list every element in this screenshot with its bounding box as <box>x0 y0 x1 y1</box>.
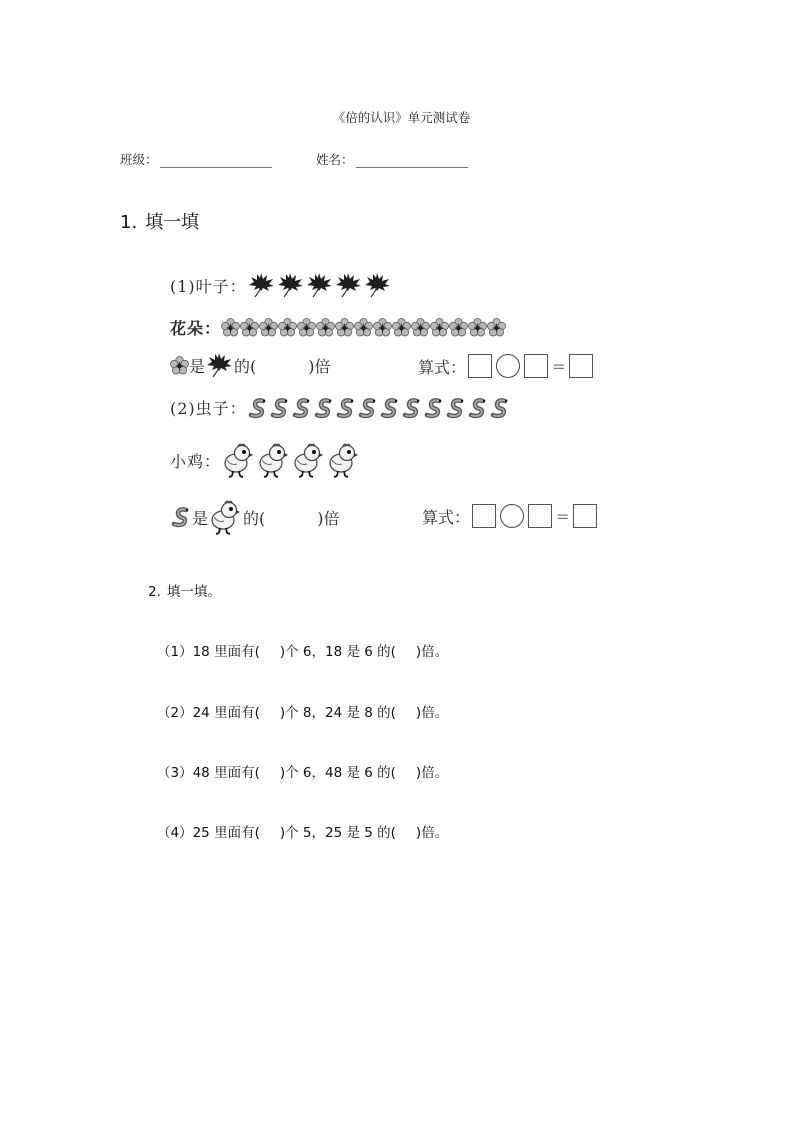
chick-icon <box>208 499 242 535</box>
maple-leaf-icon <box>247 272 275 298</box>
section2-title: 填一填。 <box>166 584 221 600</box>
class-input-line[interactable] <box>160 155 272 168</box>
worm-icon <box>445 397 467 419</box>
chicks-label: 小鸡： <box>170 451 222 471</box>
q-index: （1） <box>157 644 193 660</box>
worm-icons <box>247 397 511 419</box>
chick-icon <box>256 442 290 478</box>
formula2-equals: = <box>556 506 570 526</box>
leaf-icons <box>247 272 392 298</box>
section2-question-3 <box>157 761 448 781</box>
worm-icon <box>423 397 445 419</box>
flower-icon <box>449 318 468 337</box>
formula1-label: 算式： <box>418 357 467 377</box>
q-text-c: )倍。 <box>415 644 449 660</box>
worm-icon <box>291 397 313 419</box>
formula2-label: 算式： <box>422 507 471 527</box>
maple-leaf-icon <box>334 272 362 298</box>
flower-icon <box>468 318 487 337</box>
q-text-c: )倍。 <box>415 765 449 781</box>
section2-question-1 <box>157 640 448 660</box>
flower-icon <box>240 318 259 337</box>
q-text-a: 里面有( <box>214 765 260 781</box>
chick-icons <box>221 442 361 478</box>
q2-of: 的( <box>243 508 266 528</box>
formula2-operator-circle[interactable] <box>500 504 524 528</box>
flower-icon <box>316 318 335 337</box>
chick-icon <box>221 442 255 478</box>
leaves-row <box>170 272 392 298</box>
flower-icon <box>335 318 354 337</box>
worm-icon <box>489 397 511 419</box>
q-text-b: )个 6，48 是 6 的( <box>279 765 396 781</box>
q-text-a: 里面有( <box>214 825 260 841</box>
q-index: （2） <box>157 705 193 721</box>
section2-question-4 <box>157 821 448 841</box>
flower-icon <box>411 318 430 337</box>
part1-question <box>170 352 331 378</box>
q-text-b: )个 5，25 是 5 的( <box>279 825 396 841</box>
q-text-a: 里面有( <box>214 644 260 660</box>
chick-icon <box>291 442 325 478</box>
flower-icon <box>259 318 278 337</box>
chick-icon <box>326 442 360 478</box>
name-input-line[interactable] <box>356 155 468 168</box>
worm-icon <box>313 397 335 419</box>
q-text-b: )个 8，24 是 8 的( <box>279 705 396 721</box>
section1-number: 1. <box>120 212 138 233</box>
q-total: 25 <box>192 825 210 841</box>
worms-row <box>170 396 511 419</box>
worm-icon <box>467 397 489 419</box>
worm-icon <box>335 397 357 419</box>
flower-icon <box>170 356 189 375</box>
worm-icon <box>401 397 423 419</box>
worm-icon <box>269 397 291 419</box>
q-total: 24 <box>192 705 210 721</box>
flower-icon <box>354 318 373 337</box>
q-text-c: )倍。 <box>415 705 449 721</box>
formula1-operator-circle[interactable] <box>496 354 520 378</box>
formula2-operand2-box[interactable] <box>528 504 552 528</box>
q1-of: 的( <box>234 356 257 376</box>
part1-label: (1)叶子： <box>170 276 247 296</box>
q2-end: )倍 <box>317 508 340 528</box>
section1-scanned-exercise <box>170 264 620 544</box>
q-total: 18 <box>192 644 210 660</box>
worm-icon <box>170 506 192 528</box>
q-text-a: 里面有( <box>214 705 260 721</box>
section1-heading <box>120 208 199 234</box>
flower-icon <box>430 318 449 337</box>
chicks-row <box>170 442 361 478</box>
document-title: 《倍的认识》单元测试卷 <box>332 110 471 125</box>
name-label: 姓名： <box>316 152 354 167</box>
q-index: （4） <box>157 825 193 841</box>
part1-formula <box>418 354 595 378</box>
formula1-result-box[interactable] <box>569 354 593 378</box>
worm-icon <box>247 397 269 419</box>
flower-icon <box>297 318 316 337</box>
part2-label: (2)虫子： <box>170 399 247 418</box>
section1-title: 填一填 <box>145 212 200 233</box>
part2-question <box>170 499 340 535</box>
q-text-c: )倍。 <box>415 825 449 841</box>
section2-heading <box>148 580 221 600</box>
formula2-result-box[interactable] <box>573 504 597 528</box>
flowers-label: 花朵： <box>170 319 222 338</box>
maple-leaf-icon <box>205 352 233 378</box>
formula2-operand1-box[interactable] <box>472 504 496 528</box>
maple-leaf-icon <box>363 272 391 298</box>
flower-icon <box>278 318 297 337</box>
q2-is: 是 <box>192 508 209 528</box>
formula1-equals: = <box>552 356 566 376</box>
name-field <box>316 150 468 168</box>
formula1-operand2-box[interactable] <box>524 354 548 378</box>
maple-leaf-icon <box>276 272 304 298</box>
flower-icon <box>373 318 392 337</box>
q1-end: )倍 <box>308 356 331 376</box>
worm-icon <box>379 397 401 419</box>
class-label: 班级： <box>120 152 158 167</box>
q-text-b: )个 6，18 是 6 的( <box>279 644 396 660</box>
formula1-operand1-box[interactable] <box>468 354 492 378</box>
worm-icon <box>357 397 379 419</box>
section2-number: 2. <box>148 584 161 600</box>
q-index: （3） <box>157 765 193 781</box>
maple-leaf-icon <box>305 272 333 298</box>
section2-question-2 <box>157 701 448 721</box>
q1-is: 是 <box>189 356 206 376</box>
flowers-row <box>170 316 506 339</box>
q-total: 48 <box>192 765 210 781</box>
flower-icons <box>221 318 506 337</box>
flower-icon <box>392 318 411 337</box>
part2-formula <box>422 504 599 528</box>
flower-icon <box>487 318 506 337</box>
flower-icon <box>221 318 240 337</box>
class-field <box>120 150 272 168</box>
